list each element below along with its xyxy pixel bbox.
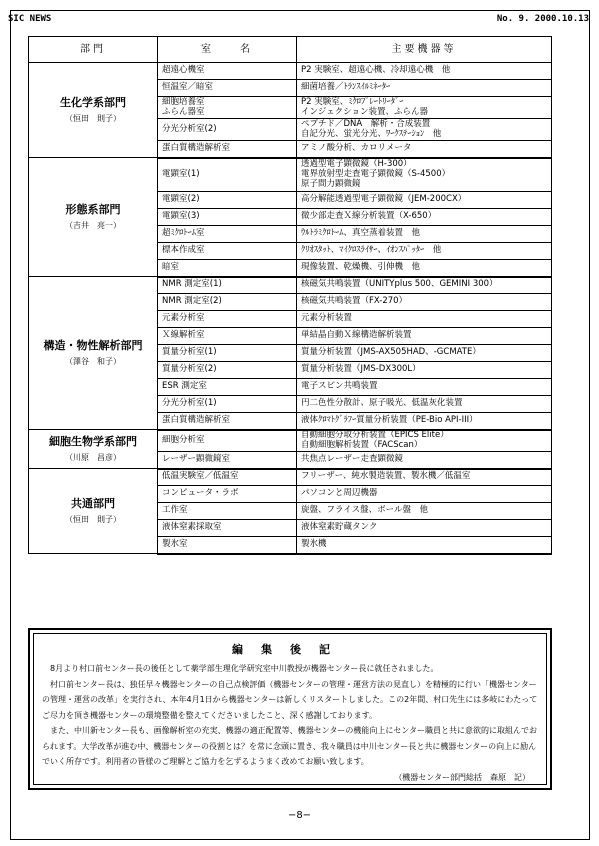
room-name-cell: 恒温室／暗室 (158, 80, 297, 97)
equipment-cell: 自動細胞分取分析装置（EPICS Elite） 自動細胞解析装置（FACScan） (297, 430, 552, 452)
room-name-cell: ESR 測定室 (158, 379, 297, 396)
room-name-cell: Ｘ線解析室 (158, 328, 297, 345)
department-name: 細胞生物学系部門 (49, 435, 137, 449)
equipment-cell: P2 実験室、超遠心機、冷却遠心機 他 (297, 63, 552, 80)
issue-info: No. 9. 2000.10.13 (496, 14, 589, 24)
room-name-cell: 標本作成室 (158, 243, 297, 260)
equipment-cell: フリーザー、純水製造装置、製氷機／低温室 (297, 469, 552, 486)
equipment-cell: 電子スピン共鳴装置 (297, 379, 552, 396)
equipment-cell: 微少部走査Ｘ線分析装置（X-650） (297, 209, 552, 226)
department-name: 生化学系部門 (60, 96, 126, 110)
table-row (29, 158, 552, 192)
editorial-inner (33, 633, 547, 785)
department-head: （恒田 則子） (65, 514, 121, 524)
room-name-cell: レーザー顕微鏡室 (158, 452, 297, 469)
table-row (29, 277, 552, 294)
newsletter-name: SIC NEWS (8, 14, 52, 24)
page-number: −8− (287, 810, 312, 821)
room-name-cell: 分光分析室(1) (158, 396, 297, 413)
editorial-title: 編集後記 (232, 643, 348, 656)
department-cell (29, 158, 158, 277)
equipment-cell: 液体ｸﾛﾏﾄｸﾞﾗﾌｰ質量分析装置（PE-Bio API-III） (297, 413, 552, 430)
equipment-cell: ペプチド／DNA 解析・合成装置 自記分光、蛍光分光、ﾜｰｸｽﾃｰｼｮﾝ 他 (297, 119, 552, 141)
department-name: 共通部門 (71, 497, 115, 511)
department-name: 構造・物性解析部門 (43, 339, 143, 353)
equipment-cell: P2 実験室、ﾐｸﾛﾌﾟﾚｰﾄﾘｰﾀﾞｰ インジェクション装置、ふらん器 (297, 97, 552, 119)
room-name-cell: 質量分析室(2) (158, 362, 297, 379)
equipment-cell: 旋盤、フライス盤、ボール盤 他 (297, 503, 552, 520)
room-name-cell: 電顕室(2) (158, 192, 297, 209)
room-name-cell: 工作室 (158, 503, 297, 520)
equipment-cell: 単結晶自動Ｘ線構造解析装置 (297, 328, 552, 345)
equipment-cell: アミノ酸分析、カロリメータ (297, 141, 552, 158)
table-row (29, 63, 552, 80)
department-head: （川原 昌彦） (65, 452, 121, 462)
equipment-cell: ｸﾘｵｽﾀｯﾄ、ﾏｲｸﾛｽﾗｲｻｰ、ｲｵﾝｽﾊﾟｯﾀｰ 他 (297, 243, 552, 260)
room-name-cell: 暗室 (158, 260, 297, 277)
department-name: 形態系部門 (65, 203, 121, 217)
equipment-cell: 共焦点レーザー走査顕微鏡 (297, 452, 552, 469)
room-name-cell: 製氷室 (158, 537, 297, 554)
department-cell (29, 277, 158, 430)
column-header-department: 部門 (29, 37, 158, 63)
table-row (29, 469, 552, 486)
column-header-equipment: 主要機器等 (297, 37, 552, 63)
editorial-signature: （機器センター部門総括 森原 記） (394, 772, 530, 782)
room-name-cell: 細胞分析室 (158, 430, 297, 452)
department-cell (29, 430, 158, 469)
room-name-cell: 液体窒素採取室 (158, 520, 297, 537)
editorial-paragraph: 村口前センター長は、独任早々機器センターの自己点検評価（機器センターの管理・運営方法の見直し）を精極的に行い「機器センターの管理・運営の改革」を実行され、本年4月1日から機器センターは新しくリスタートしました。この2年間、村口先生には多岐にわたってご尽力を頂き機器センターの環境整備を整えてくださいましたこと、深く感謝しております。 (42, 679, 538, 720)
room-name-cell: 蛋白質構造解析室 (158, 413, 297, 430)
editorial-body (34, 657, 546, 785)
room-name-cell: NMR 測定室(1) (158, 277, 297, 294)
table-row (29, 430, 552, 452)
editorial-box (28, 628, 552, 790)
equipment-cell: ｳﾙﾄﾗﾐｸﾛﾄｰﾑ、真空蒸着装置 他 (297, 226, 552, 243)
equipment-cell: 核磁気共鳴装置（FX-270） (297, 294, 552, 311)
editorial-paragraph: また、中川新センター長も、画像解析室の充実、機器の適正配置等、機器センターの機能向上にセンター職員と共に意欲的に取組んでおられます。大学改革が進む中、機器センターの役割とは？を常に念頭に置き、我々職員は中川センター長と共に機器センターの向上に励んでいく所存です。利用者の皆様のご理解とご協力を乞ずるようまく改めてお願い致します。 (42, 726, 538, 766)
department-head: （澤谷 和子） (65, 356, 121, 366)
department-cell (29, 63, 158, 158)
room-name-cell: コンピュータ・ラボ (158, 486, 297, 503)
equipment-cell: 透過型電子顕微鏡（H-300） 電界放射型走査電子顕微鏡（S-4500） 原子間力顕微鏡 (297, 158, 552, 192)
equipment-cell: 現像装置、乾燥機、引伸機 他 (297, 260, 552, 277)
table-header-row (29, 37, 552, 63)
editorial-paragraph: 8月より村口前センター長の後任として薬学部生理化学研究室中川教授が機器センター長に就任されました。 (50, 664, 439, 673)
department-head: （恒田 則子） (65, 113, 121, 123)
equipment-cell: 液体窒素貯蔵タンク (297, 520, 552, 537)
equipment-cell: 質量分析装置（JMS-AX505HAD、-GCMATE） (297, 345, 552, 362)
department-cell (29, 469, 158, 554)
room-name-cell: NMR 測定室(2) (158, 294, 297, 311)
room-name-cell: 蛋白質構造解析室 (158, 141, 297, 158)
equipment-cell: 核磁気共鳴装置（UNITYplus 500、GEMINI 300） (297, 277, 552, 294)
equipment-cell: 元素分析装置 (297, 311, 552, 328)
equipment-cell: 製氷機 (297, 537, 552, 554)
room-name-cell: 電顕室(3) (158, 209, 297, 226)
column-header-room: 室 名 (158, 37, 297, 63)
equipment-cell: 質量分析装置（JMS-DX300L） (297, 362, 552, 379)
room-name-cell: 電顕室(1) (158, 158, 297, 192)
room-name-cell: 超遠心機室 (158, 63, 297, 80)
equipment-cell: 細菌培養／ﾄﾗﾝｽｲﾙﾐﾈｰﾀｰ (297, 80, 552, 97)
equipment-table (28, 36, 552, 555)
room-name-cell: 質量分析室(1) (158, 345, 297, 362)
equipment-cell: 円二色性分散計、原子吸光、低温灰化装置 (297, 396, 552, 413)
room-name-cell: 低温実験室／低温室 (158, 469, 297, 486)
room-name-cell: 分光分析室(2) (158, 119, 297, 141)
department-head: （吉井 亮一） (65, 220, 121, 230)
room-name-cell: 超ﾐｸﾛﾄｰﾑ室 (158, 226, 297, 243)
room-name-cell: 細胞培養室 ふらん器室 (158, 97, 297, 119)
room-name-cell: 元素分析室 (158, 311, 297, 328)
newsletter-header (8, 14, 589, 24)
equipment-cell: パソコンと周辺機器 (297, 486, 552, 503)
equipment-cell: 高分解能透過型電子顕微鏡（JEM-200CX） (297, 192, 552, 209)
